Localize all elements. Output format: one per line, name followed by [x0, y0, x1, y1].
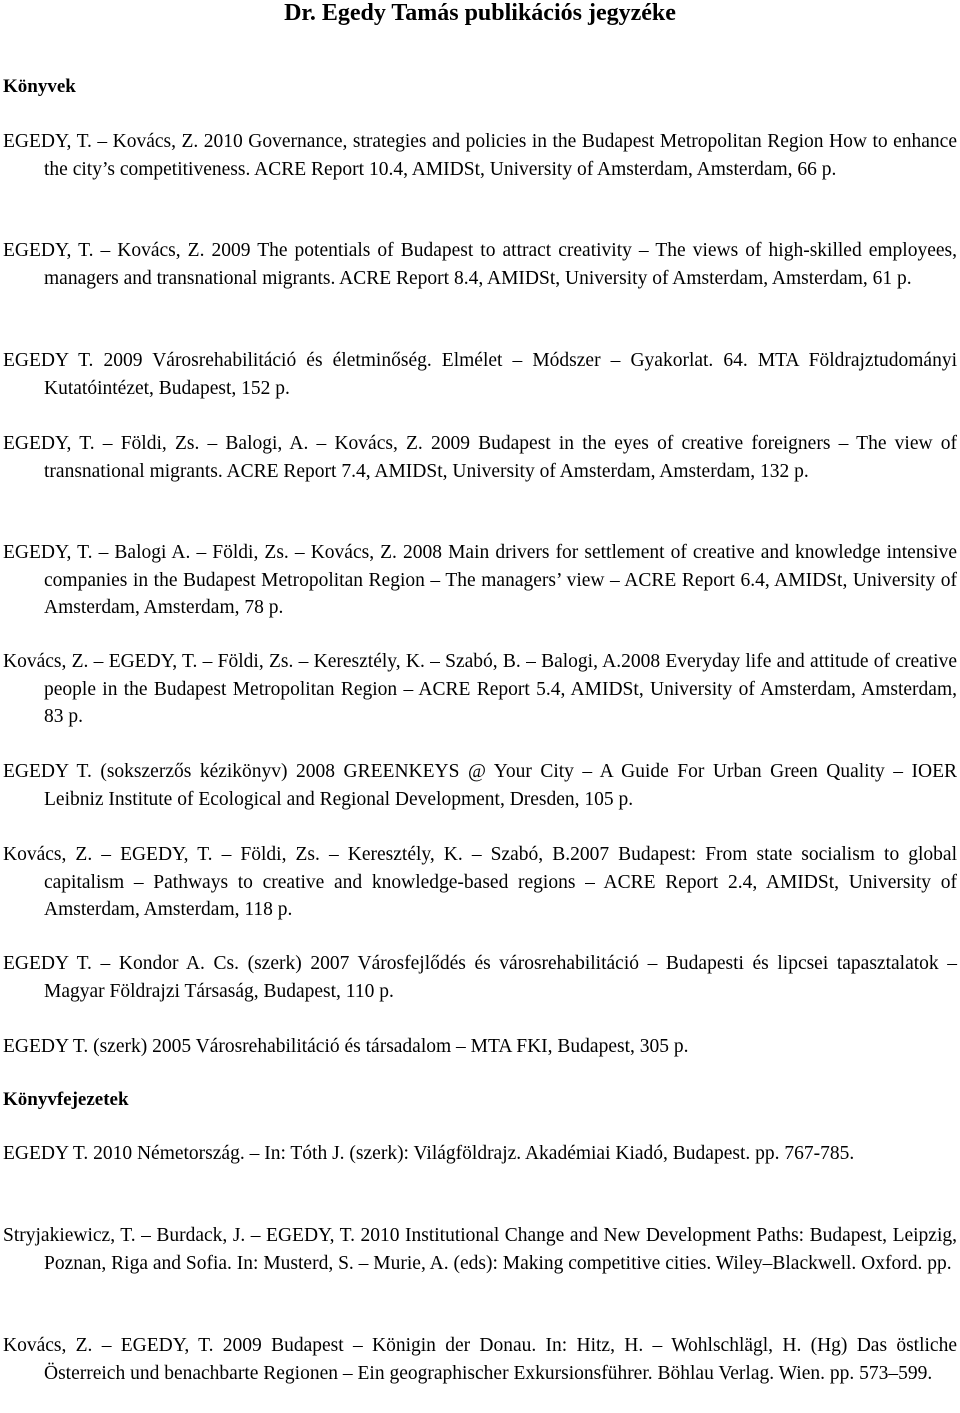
publication-entry: Kovács, Z. – EGEDY, T. – Földi, Zs. – Keresztély, K. – Szabó, B.2007 Budapest: From state socialism to global capitalism – Pathways to creative and knowledge-based regions – ACRE Report 2.4, AMIDSt, University of Amsterdam, Amsterdam, 118 p. [3, 844, 957, 920]
publication-entry: Kovács, Z. – EGEDY, T. – Földi, Zs. – Keresztély, K. – Szabó, B. – Balogi, A.2008 Everyday life and attitude of creative people in the Budapest Metropolitan Region – ACRE Report 5.4, AMIDSt, University of Amsterdam, Amsterdam, 83 p. [3, 651, 957, 727]
publication-entry: EGEDY, T. – Kovács, Z. 2009 The potentials of Budapest to attract creativity – The views of high-skilled employees, managers and transnational migrants. ACRE Report 8.4, AMIDSt, University of Amsterdam, Amsterdam, 61 p. [3, 240, 957, 289]
publication-entry: EGEDY, T. – Földi, Zs. – Balogi, A. – Kovács, Z. 2009 Budapest in the eyes of creative foreigners – The view of transnational migrants. ACRE Report 7.4, AMIDSt, University of Amsterdam, Amsterdam, 132 p. [3, 433, 957, 482]
publication-entry: EGEDY, T. – Balogi A. – Földi, Zs. – Kovács, Z. 2008 Main drivers for settlement of creative and knowledge intensive companies in the Budapest Metropolitan Region – The managers’ view – ACRE Report 6.4, AMIDSt, University of Amsterdam, Amsterdam, 78 p. [3, 542, 957, 618]
document-title: Dr. Egedy Tamás publikációs jegyzéke [284, 0, 676, 26]
publication-entry: Kovács, Z. – EGEDY, T. 2009 Budapest – Königin der Donau. In: Hitz, H. – Wohlschlägl, H. (Hg) Das östliche Österreich und benachbarte Regionen – Ein geographischer Exkursionsführer. Böhlau Verlag. Wien. pp. 573–599. [3, 1335, 957, 1384]
section-heading-books: Könyvek [3, 76, 76, 97]
publication-entry: EGEDY T. – Kondor A. Cs. (szerk) 2007 Városfejlődés és városrehabilitáció – Budapesti és lipcsei tapasztalatok – Magyar Földrajzi Társaság, Budapest, 110 p. [3, 953, 957, 1002]
publication-entry: Stryjakiewicz, T. – Burdack, J. – EGEDY, T. 2010 Institutional Change and New Development Paths: Budapest, Leipzig, Poznan, Riga and Sofia. In: Musterd, S. – Murie, A. (eds): Making competitive cities. Wiley–Blackwell. Oxford. pp. [3, 1225, 957, 1274]
publication-entry: EGEDY T. (sokszerzős kézikönyv) 2008 GREENKEYS @ Your City – A Guide For Urban Green Quality – IOER Leibniz Institute of Ecological and Regional Development, Dresden, 105 p. [3, 761, 957, 810]
publication-entry: EGEDY T. 2009 Városrehabilitáció és életminőség. Elmélet – Módszer – Gyakorlat. 64. MTA Földrajztudományi Kutatóintézet, Budapest, 152 p. [3, 350, 957, 399]
section-heading-chapters: Könyvfejezetek [3, 1089, 129, 1110]
publication-entry: EGEDY T. 2010 Németország. – In: Tóth J. (szerk): Világföldrajz. Akadémiai Kiadó, Budapest. pp. 767-785. [3, 1143, 855, 1164]
publication-entry: EGEDY, T. – Kovács, Z. 2010 Governance, strategies and policies in the Budapest Metropolitan Region How to enhance the city’s competitiveness. ACRE Report 10.4, AMIDSt, University of Amsterdam, Amsterdam, 66 p. [3, 131, 957, 180]
publication-entry: EGEDY T. (szerk) 2005 Városrehabilitáció és társadalom – MTA FKI, Budapest, 305 p. [3, 1036, 689, 1057]
